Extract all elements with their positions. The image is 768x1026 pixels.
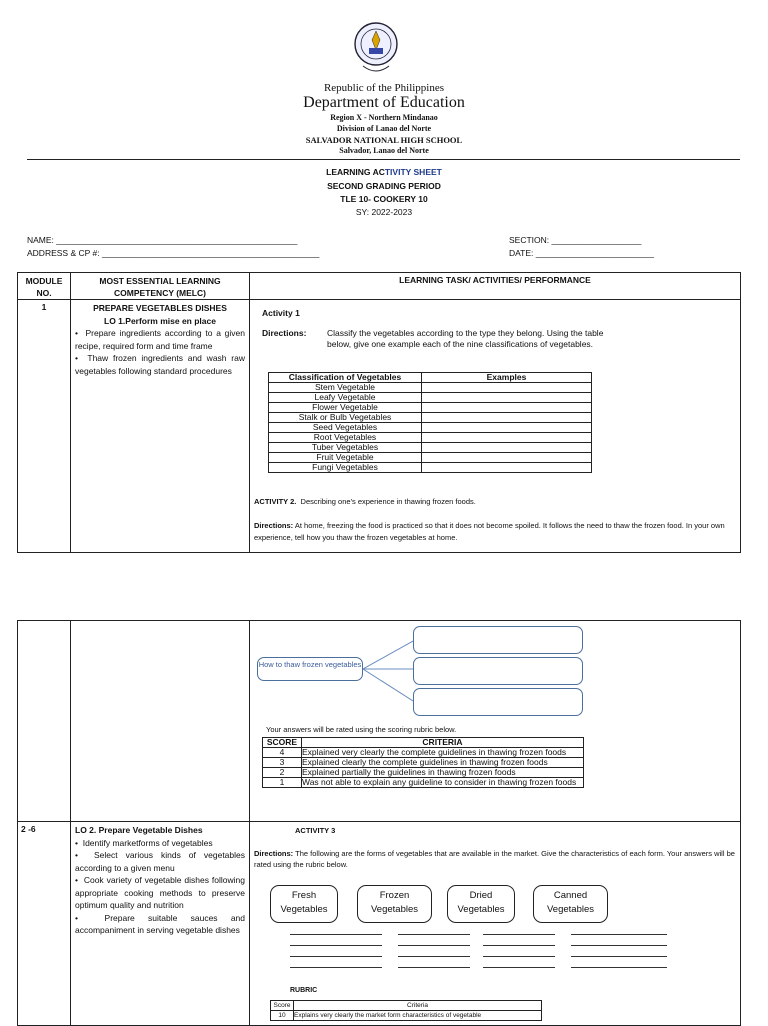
thaw-topic-box: How to thaw frozen vegetables: [257, 657, 363, 681]
activity-table-1: [17, 272, 741, 553]
rubric-criteria: Explained very clearly the complete guidelines in thawing frozen foods: [302, 748, 584, 758]
section-field[interactable]: SECTION: ___________________: [509, 235, 642, 245]
grading-period: SECOND GRADING PERIOD: [327, 181, 441, 191]
header-divider: [27, 159, 740, 160]
example-answer[interactable]: [422, 403, 592, 413]
melc-cell-empty: [71, 621, 250, 822]
answer-line[interactable]: [571, 956, 667, 957]
answer-line[interactable]: [483, 945, 555, 946]
sheet-title: LEARNING ACTIVITY SHEET: [326, 167, 442, 177]
example-answer[interactable]: [422, 423, 592, 433]
division-line: Division of Lanao del Norte: [336, 124, 432, 133]
rubric-score-header: Score: [271, 1001, 294, 1011]
address-field[interactable]: ADDRESS & CP #: ______________________________________________: [27, 248, 320, 258]
answer-line[interactable]: [571, 934, 667, 935]
school-year: SY: 2022-2023: [355, 207, 413, 217]
task-cell: [250, 300, 741, 553]
classification-row: Stem Vegetable: [269, 383, 422, 393]
answer-line[interactable]: [398, 967, 470, 968]
answer-line[interactable]: [571, 967, 667, 968]
thaw-diagram-cell: [250, 621, 741, 822]
answer-line[interactable]: [483, 967, 555, 968]
example-answer[interactable]: [422, 453, 592, 463]
republic-line: Republic of the Philippines: [323, 82, 445, 94]
activity1-directions: Classify the vegetables according to the type they belong. Using the table below, give one example each of the nine classifications of vegetables.: [327, 328, 604, 349]
rubric-score: 10: [271, 1011, 294, 1021]
deped-seal: [353, 20, 399, 82]
department-name: Department of Education: [303, 94, 465, 111]
example-answer[interactable]: [422, 393, 592, 403]
activity2-directions: Directions: At home, freezing the food is practiced so that it does not become spoiled. It follows the need to thaw the frozen food. In your own experience, tell how you thaw the frozen vegetables at home.: [254, 521, 725, 542]
melc-cell: [71, 300, 250, 553]
classification-row: Tuber Vegetables: [269, 443, 422, 453]
activity3-directions: Directions: The following are the forms of vegetables that are available in the market. Give the characteristics of each form. Your answers will be rated using the rubric below.: [254, 849, 735, 869]
rubric-criteria-header: Criteria: [294, 1001, 542, 1011]
activity3-title: ACTIVITY 3: [295, 826, 336, 835]
lo-label: LO 1.Perform mise en place: [104, 315, 216, 326]
rubric-score: 2: [263, 768, 302, 778]
melc-bullet: • Prepare suitable sauces and accompaniment in serving vegetable dishes: [75, 912, 245, 935]
market-form-rubric-table: [270, 1000, 542, 1021]
melc-title: PREPARE VEGETABLES DISHES: [93, 303, 227, 313]
rubric-score-header: SCORE: [263, 738, 302, 748]
answer-line[interactable]: [571, 945, 667, 946]
example-answer[interactable]: [422, 413, 592, 423]
vegetable-classification-table: [268, 372, 592, 473]
melc-bullet: • Thaw frozen ingredients and wash raw vegetables following standard procedures: [75, 353, 245, 376]
activity1-title: Activity 1: [262, 308, 300, 318]
task-header: LEARNING TASK/ ACTIVITIES/ PERFORMANCE: [250, 273, 741, 300]
rubric-score: 1: [263, 778, 302, 788]
classification-row: Fungi Vegetables: [269, 463, 422, 473]
examples-header: Examples: [422, 373, 592, 383]
melc-bullet: • Cook variety of vegetable dishes following appropriate cooking methods to preserve optimum quality and nutrition: [75, 875, 245, 910]
activity1-directions-label: Directions:: [262, 328, 307, 338]
melc-cell: [71, 822, 250, 1026]
melc-bullet: • Select various kinds of vegetables according to a given menu: [75, 850, 245, 873]
market-form-dried: Dried Vegetables: [447, 885, 515, 923]
activity3-cell: [250, 822, 741, 1026]
classification-row: Fruit Vegetable: [269, 453, 422, 463]
rubric-score: 4: [263, 748, 302, 758]
lo-label: LO 2. Prepare Vegetable Dishes: [75, 825, 203, 835]
melc-bullet: • Identify marketforms of vegetables: [75, 837, 213, 848]
rubric-score: 3: [263, 758, 302, 768]
classification-header: Classification of Vegetables: [269, 373, 422, 383]
example-answer[interactable]: [422, 463, 592, 473]
example-answer[interactable]: [422, 433, 592, 443]
answer-line[interactable]: [398, 945, 470, 946]
classification-row: Flower Vegetable: [269, 403, 422, 413]
classification-row: Stalk or Bulb Vegetables: [269, 413, 422, 423]
answer-line[interactable]: [398, 956, 470, 957]
subject-title: TLE 10- COOKERY 10: [340, 194, 428, 204]
module-number: 1: [18, 300, 71, 553]
date-field[interactable]: DATE: _________________________: [509, 248, 654, 258]
answer-line[interactable]: [290, 945, 382, 946]
classification-row: Leafy Vegetable: [269, 393, 422, 403]
module-number: 2 -6: [18, 822, 71, 1026]
melc-header: MOST ESSENTIAL LEARNING COMPETENCY (MELC): [71, 273, 250, 300]
answer-line[interactable]: [290, 934, 382, 935]
market-form-frozen: Frozen Vegetables: [357, 885, 432, 923]
answer-line[interactable]: [483, 956, 555, 957]
thawing-rubric-table: [262, 737, 584, 788]
activity-table-2: [17, 620, 741, 1026]
school-address: Salvador, Lanao del Norte: [339, 146, 429, 155]
answer-box[interactable]: [413, 626, 583, 654]
answer-line[interactable]: [290, 956, 382, 957]
school-name: SALVADOR NATIONAL HIGH SCHOOL: [305, 135, 463, 145]
answer-box[interactable]: [413, 688, 583, 716]
region-line: Region X - Northern Mindanao: [330, 113, 438, 122]
module-header: MODULE NO.: [18, 273, 71, 300]
module-cell-empty: [18, 621, 71, 822]
rubric-criteria: Was not able to explain any guideline to consider in thawing frozen foods: [302, 778, 584, 788]
market-form-fresh: Fresh Vegetables: [270, 885, 338, 923]
classification-row: Root Vegetables: [269, 433, 422, 443]
name-field[interactable]: NAME: ___________________________________________________: [27, 235, 298, 245]
classification-row: Seed Vegetables: [269, 423, 422, 433]
activity2-heading: ACTIVITY 2. Describing one's experience in thawing frozen foods.: [254, 497, 476, 506]
market-form-canned: Canned Vegetables: [533, 885, 608, 923]
rubric-criteria: Explained partially the guidelines in thawing frozen foods: [302, 768, 584, 778]
rubric-criteria-header: CRITERIA: [302, 738, 584, 748]
rubric-title: RUBRIC: [290, 987, 318, 994]
rubric-intro: Your answers will be rated using the scoring rubric below.: [266, 725, 457, 734]
rubric-criteria: Explains very clearly the market form characteristics of vegetable: [294, 1011, 542, 1021]
answer-line[interactable]: [290, 967, 382, 968]
melc-bullet: • Prepare ingredients according to a given recipe, required form and time frame: [75, 328, 245, 351]
answer-box[interactable]: [413, 657, 583, 685]
answer-line[interactable]: [398, 934, 470, 935]
example-answer[interactable]: [422, 443, 592, 453]
connector-lines: [363, 633, 413, 713]
rubric-criteria: Explained clearly the complete guidelines in thawing frozen foods: [302, 758, 584, 768]
example-answer[interactable]: [422, 383, 592, 393]
answer-line[interactable]: [483, 934, 555, 935]
